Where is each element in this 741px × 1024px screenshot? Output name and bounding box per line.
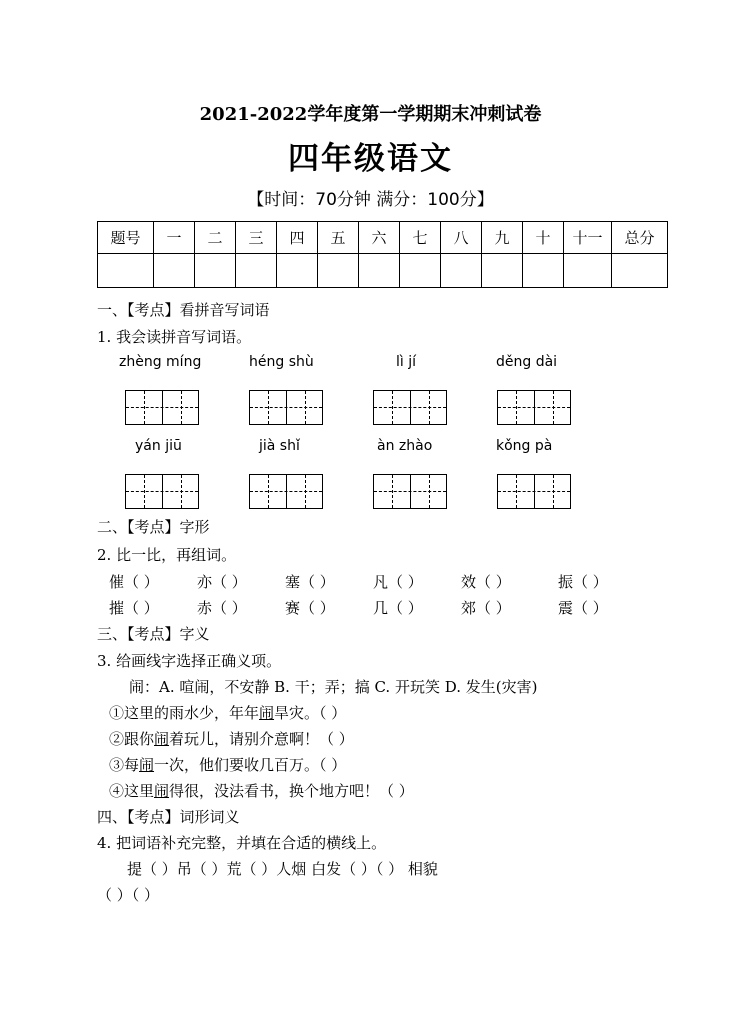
score-table-header-row <box>98 222 668 254</box>
writing-grid[interactable] <box>497 390 571 425</box>
char-compare-item[interactable]: 几（ ） <box>373 599 423 617</box>
score-cell[interactable] <box>98 254 154 288</box>
pinyin-label: jià shǐ <box>259 438 300 454</box>
writing-grid[interactable] <box>125 390 199 425</box>
char-compare-item[interactable]: 赤（ ） <box>197 599 247 617</box>
score-table <box>97 221 668 288</box>
question4-text: 4. 把词语补充完整，并填在合适的横线上。 <box>97 834 387 852</box>
score-cell[interactable] <box>277 254 318 288</box>
header-cell: 五 <box>318 222 359 254</box>
idiom-fill-line[interactable]: 提（ ）吊（ ）荒（ ）人烟 白发（ ）（ ） 相貌 <box>127 860 438 878</box>
pinyin-label: děng dài <box>496 354 558 370</box>
header-cell: 总分 <box>612 222 668 254</box>
writing-grid[interactable] <box>373 390 447 425</box>
time-score-info: 【时间：70分钟 满分：100分】 <box>247 190 494 210</box>
score-cell[interactable] <box>195 254 236 288</box>
question1-text: 1. 我会读拼音写词语。 <box>97 328 252 346</box>
pinyin-label: zhèng míng <box>119 354 202 370</box>
meaning-item[interactable]: ①这里的雨水少，年年闹旱灾。（ ） <box>109 704 347 722</box>
writing-grid[interactable] <box>373 474 447 509</box>
char-compare-item[interactable]: 效（ ） <box>461 573 511 591</box>
header-cell: 题号 <box>98 222 154 254</box>
pinyin-label: héng shù <box>249 354 314 370</box>
header-cell: 二 <box>195 222 236 254</box>
score-cell[interactable] <box>400 254 441 288</box>
writing-grid[interactable] <box>249 390 323 425</box>
score-cell[interactable] <box>236 254 277 288</box>
header-cell: 八 <box>441 222 482 254</box>
char-compare-item[interactable]: 摧（ ） <box>109 599 159 617</box>
question2-text: 2. 比一比，再组词。 <box>97 546 237 564</box>
section2-heading: 二、【考点】字形 <box>97 518 210 536</box>
header-cell: 七 <box>400 222 441 254</box>
header-cell: 三 <box>236 222 277 254</box>
char-compare-item[interactable]: 亦（ ） <box>197 573 247 591</box>
header-cell: 十 <box>523 222 564 254</box>
pinyin-label: àn zhào <box>377 438 433 454</box>
char-compare-item[interactable]: 凡（ ） <box>373 573 423 591</box>
header-cell: 六 <box>359 222 400 254</box>
writing-grid[interactable] <box>497 474 571 509</box>
score-cell[interactable] <box>564 254 612 288</box>
question3-text: 3. 给画线字选择正确义项。 <box>97 652 282 670</box>
pinyin-label: lì jí <box>396 354 417 370</box>
score-cell[interactable] <box>441 254 482 288</box>
subject-title: 四年级语文 <box>288 141 453 177</box>
score-cell[interactable] <box>318 254 359 288</box>
score-cell[interactable] <box>612 254 668 288</box>
idiom-fill-line[interactable]: （ ）（ ） <box>97 886 160 904</box>
score-cell[interactable] <box>359 254 400 288</box>
header-cell: 九 <box>482 222 523 254</box>
exam-title: 2021-2022学年度第一学期期末冲刺试卷 <box>199 104 542 125</box>
header-cell: 一 <box>154 222 195 254</box>
char-compare-item[interactable]: 振（ ） <box>558 573 608 591</box>
meaning-item[interactable]: ②跟你闹着玩儿，请别介意啊！（ ） <box>109 730 354 748</box>
section3-heading: 三、【考点】字义 <box>97 625 210 643</box>
char-compare-item[interactable]: 震（ ） <box>558 599 608 617</box>
header-cell: 四 <box>277 222 318 254</box>
pinyin-label: kǒng pà <box>496 438 553 454</box>
char-compare-item[interactable]: 塞（ ） <box>285 573 335 591</box>
header-cell: 十一 <box>564 222 612 254</box>
score-cell[interactable] <box>154 254 195 288</box>
meaning-item[interactable]: ③每闹一次，他们要收几百万。（ ） <box>109 756 347 774</box>
score-cell[interactable] <box>482 254 523 288</box>
score-table-entry-row <box>98 254 668 288</box>
meaning-options: 闹：A. 喧闹，不安静 B. 干；弄；搞 C. 开玩笑 D. 发生(灾害) <box>129 678 538 696</box>
meaning-item[interactable]: ④这里闹得很，没法看书，换个地方吧！（ ） <box>109 782 414 800</box>
writing-grid[interactable] <box>249 474 323 509</box>
pinyin-label: yán jiū <box>135 438 182 454</box>
char-compare-item[interactable]: 郊（ ） <box>461 599 511 617</box>
writing-grid[interactable] <box>125 474 199 509</box>
section1-heading: 一、【考点】看拼音写词语 <box>97 301 270 319</box>
char-compare-item[interactable]: 赛（ ） <box>285 599 335 617</box>
section4-heading: 四、【考点】词形词义 <box>97 808 240 826</box>
score-cell[interactable] <box>523 254 564 288</box>
char-compare-item[interactable]: 催（ ） <box>109 573 159 591</box>
